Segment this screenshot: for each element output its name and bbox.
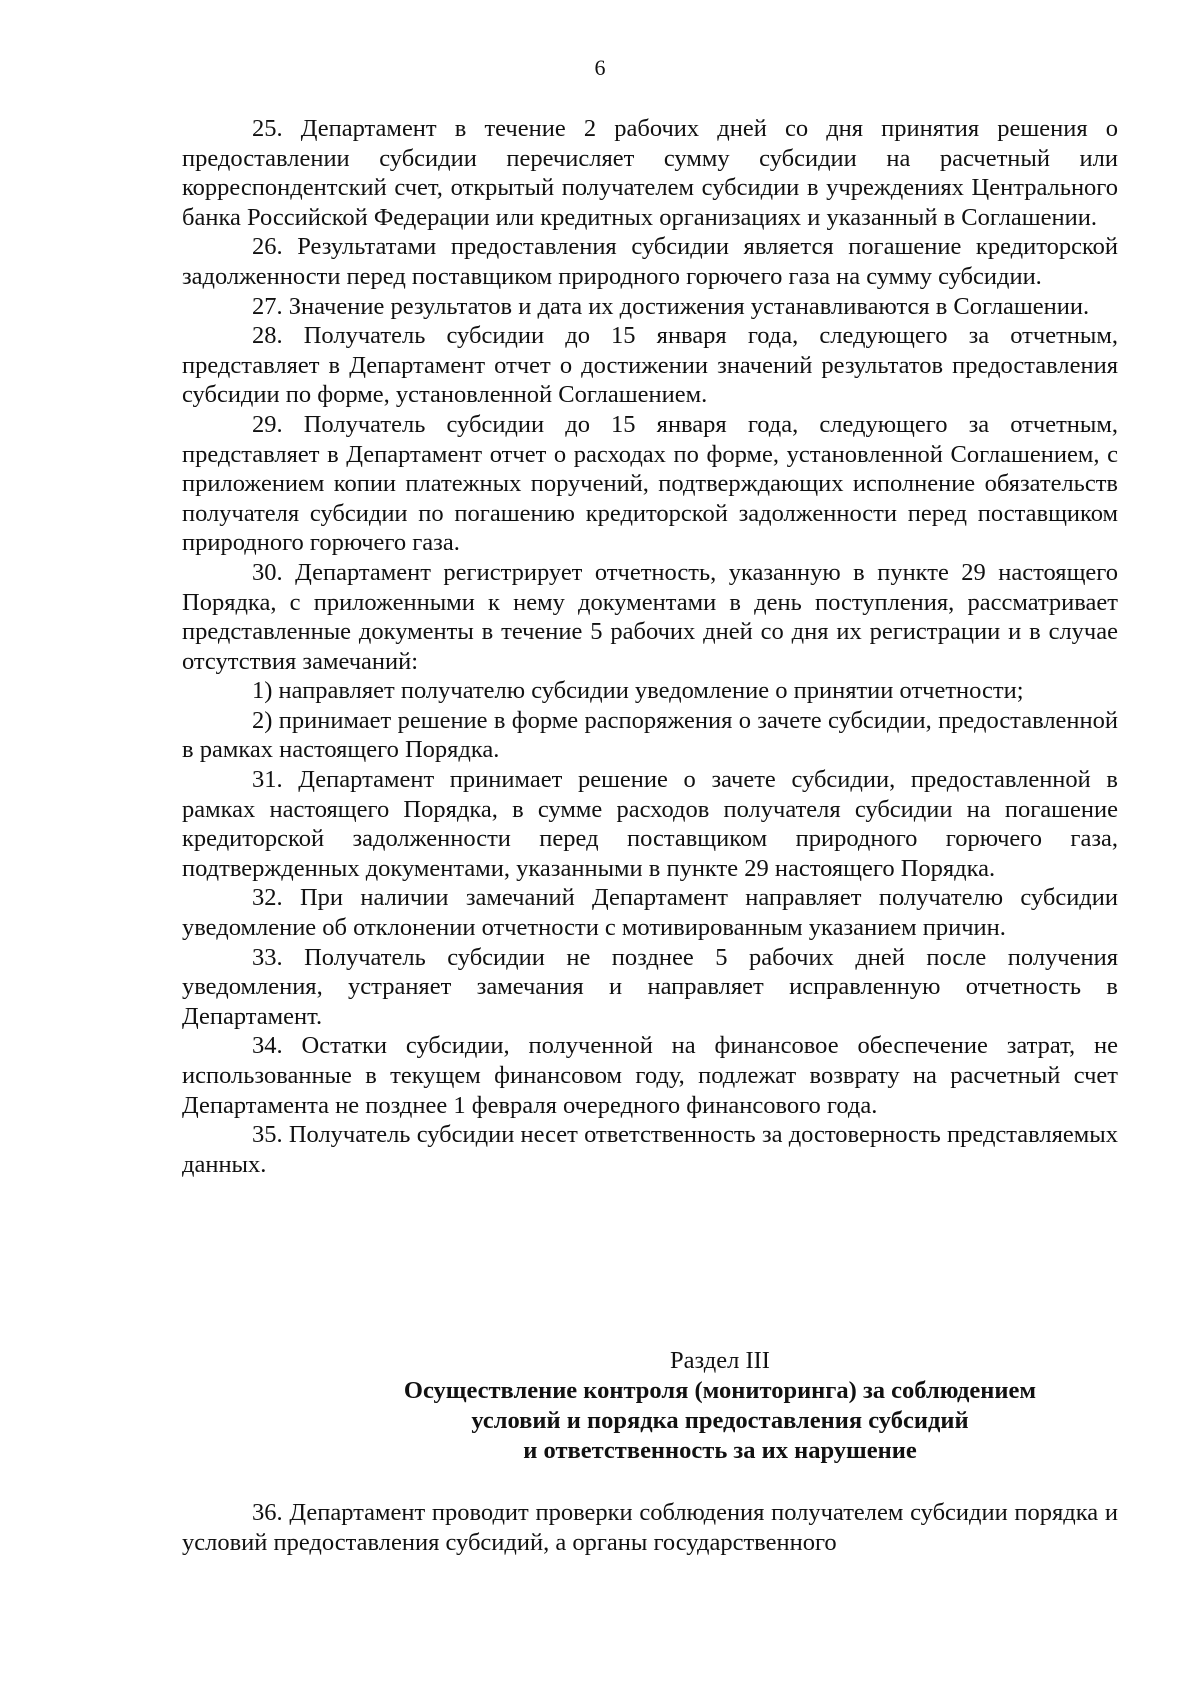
paragraph-32: 32. При наличии замечаний Департамент направляет получателю субсидии уведомление об отклонении отчетности с мотивированным указанием причин. xyxy=(182,884,1118,942)
paragraph-25: 25. Департамент в течение 2 рабочих дней со дня принятия решения о предоставлении субсидии перечисляет сумму субсидии на расчетный или корреспондентский счет, открытый получателем субсидии в учреждениях Центрального банка Российской Федерации или кредитных организациях и указанный в Соглашении. xyxy=(182,115,1118,231)
page-number: 6 xyxy=(594,55,606,80)
section-title-line-3: и ответственность за их нарушение xyxy=(523,1437,917,1464)
section-title-line-1: Осуществление контроля (мониторинга) за соблюдением xyxy=(403,1377,1037,1404)
section-title-line-2: условий и порядка предоставления субсидий xyxy=(471,1407,969,1434)
paragraph-28: 28. Получатель субсидии до 15 января года, следующего за отчетным, представляет в Департамент отчет о достижении значений результатов предоставления субсидии по форме, установленной Соглашением. xyxy=(182,322,1118,409)
paragraph-27: 27. Значение результатов и дата их достижения устанавливаются в Соглашении. xyxy=(252,292,1090,320)
paragraph-36: 36. Департамент проводит проверки соблюдения получателем субсидии порядка и условий предоставления субсидий, а органы государственного xyxy=(182,1499,1118,1556)
paragraph-30-item-2: 2) принимает решение в форме распоряжения о зачете субсидии, предоставленной в рамках настоящего Порядка. xyxy=(182,706,1118,764)
document-body xyxy=(182,114,1118,1179)
paragraph-30: 30. Департамент регистрирует отчетность, указанную в пункте 29 настоящего Порядка, с приложенными к нему документами в день поступления, рассматривает представленные документы в течение 5 рабочих дней со дня их регистрации и в случае отсутствия замечаний: xyxy=(182,558,1118,675)
paragraph-29: 29. Получатель субсидии до 15 января года, следующего за отчетным, представляет в Департамент отчет о расходах по форме, установленной Соглашением, с приложением копии платежных поручений, подтверждающих исполнение обязательств получателя субсидии по погашению кредиторской задолженности перед поставщиком природного горючего газа. xyxy=(182,410,1118,557)
paragraph-31: 31. Департамент принимает решение о зачете субсидии, предоставленной в рамках настоящего Порядка, в сумме расходов получателя субсидии на погашение кредиторской задолженности перед поставщиком природного горючего газа, подтвержденных документами, указанными в пункте 29 настоящего Порядка. xyxy=(182,766,1118,882)
section-heading xyxy=(182,1346,1118,1466)
paragraph-30-item-1: 1) направляет получателю субсидии уведомление о принятии отчетности; xyxy=(252,677,1024,705)
paragraph-33: 33. Получатель субсидии не позднее 5 рабочих дней после получения уведомления, устраняет замечания и направляет исправленную отчетность в Департамент. xyxy=(182,943,1118,1030)
paragraph-26: 26. Результатами предоставления субсидии является погашение кредиторской задолженности перед поставщиком природного горючего газа на сумму субсидии. xyxy=(182,233,1118,290)
paragraph-35: 35. Получатель субсидии несет ответственность за достоверность представляемых данных. xyxy=(182,1121,1118,1178)
section-label: Раздел III xyxy=(670,1347,770,1374)
section-body xyxy=(182,1498,1118,1557)
paragraph-34: 34. Остатки субсидии, полученной на финансовое обеспечение затрат, не использованные в текущем финансовом году, подлежат возврату на расчетный счет Департамента не позднее 1 февраля очередного финансового года. xyxy=(182,1032,1118,1119)
